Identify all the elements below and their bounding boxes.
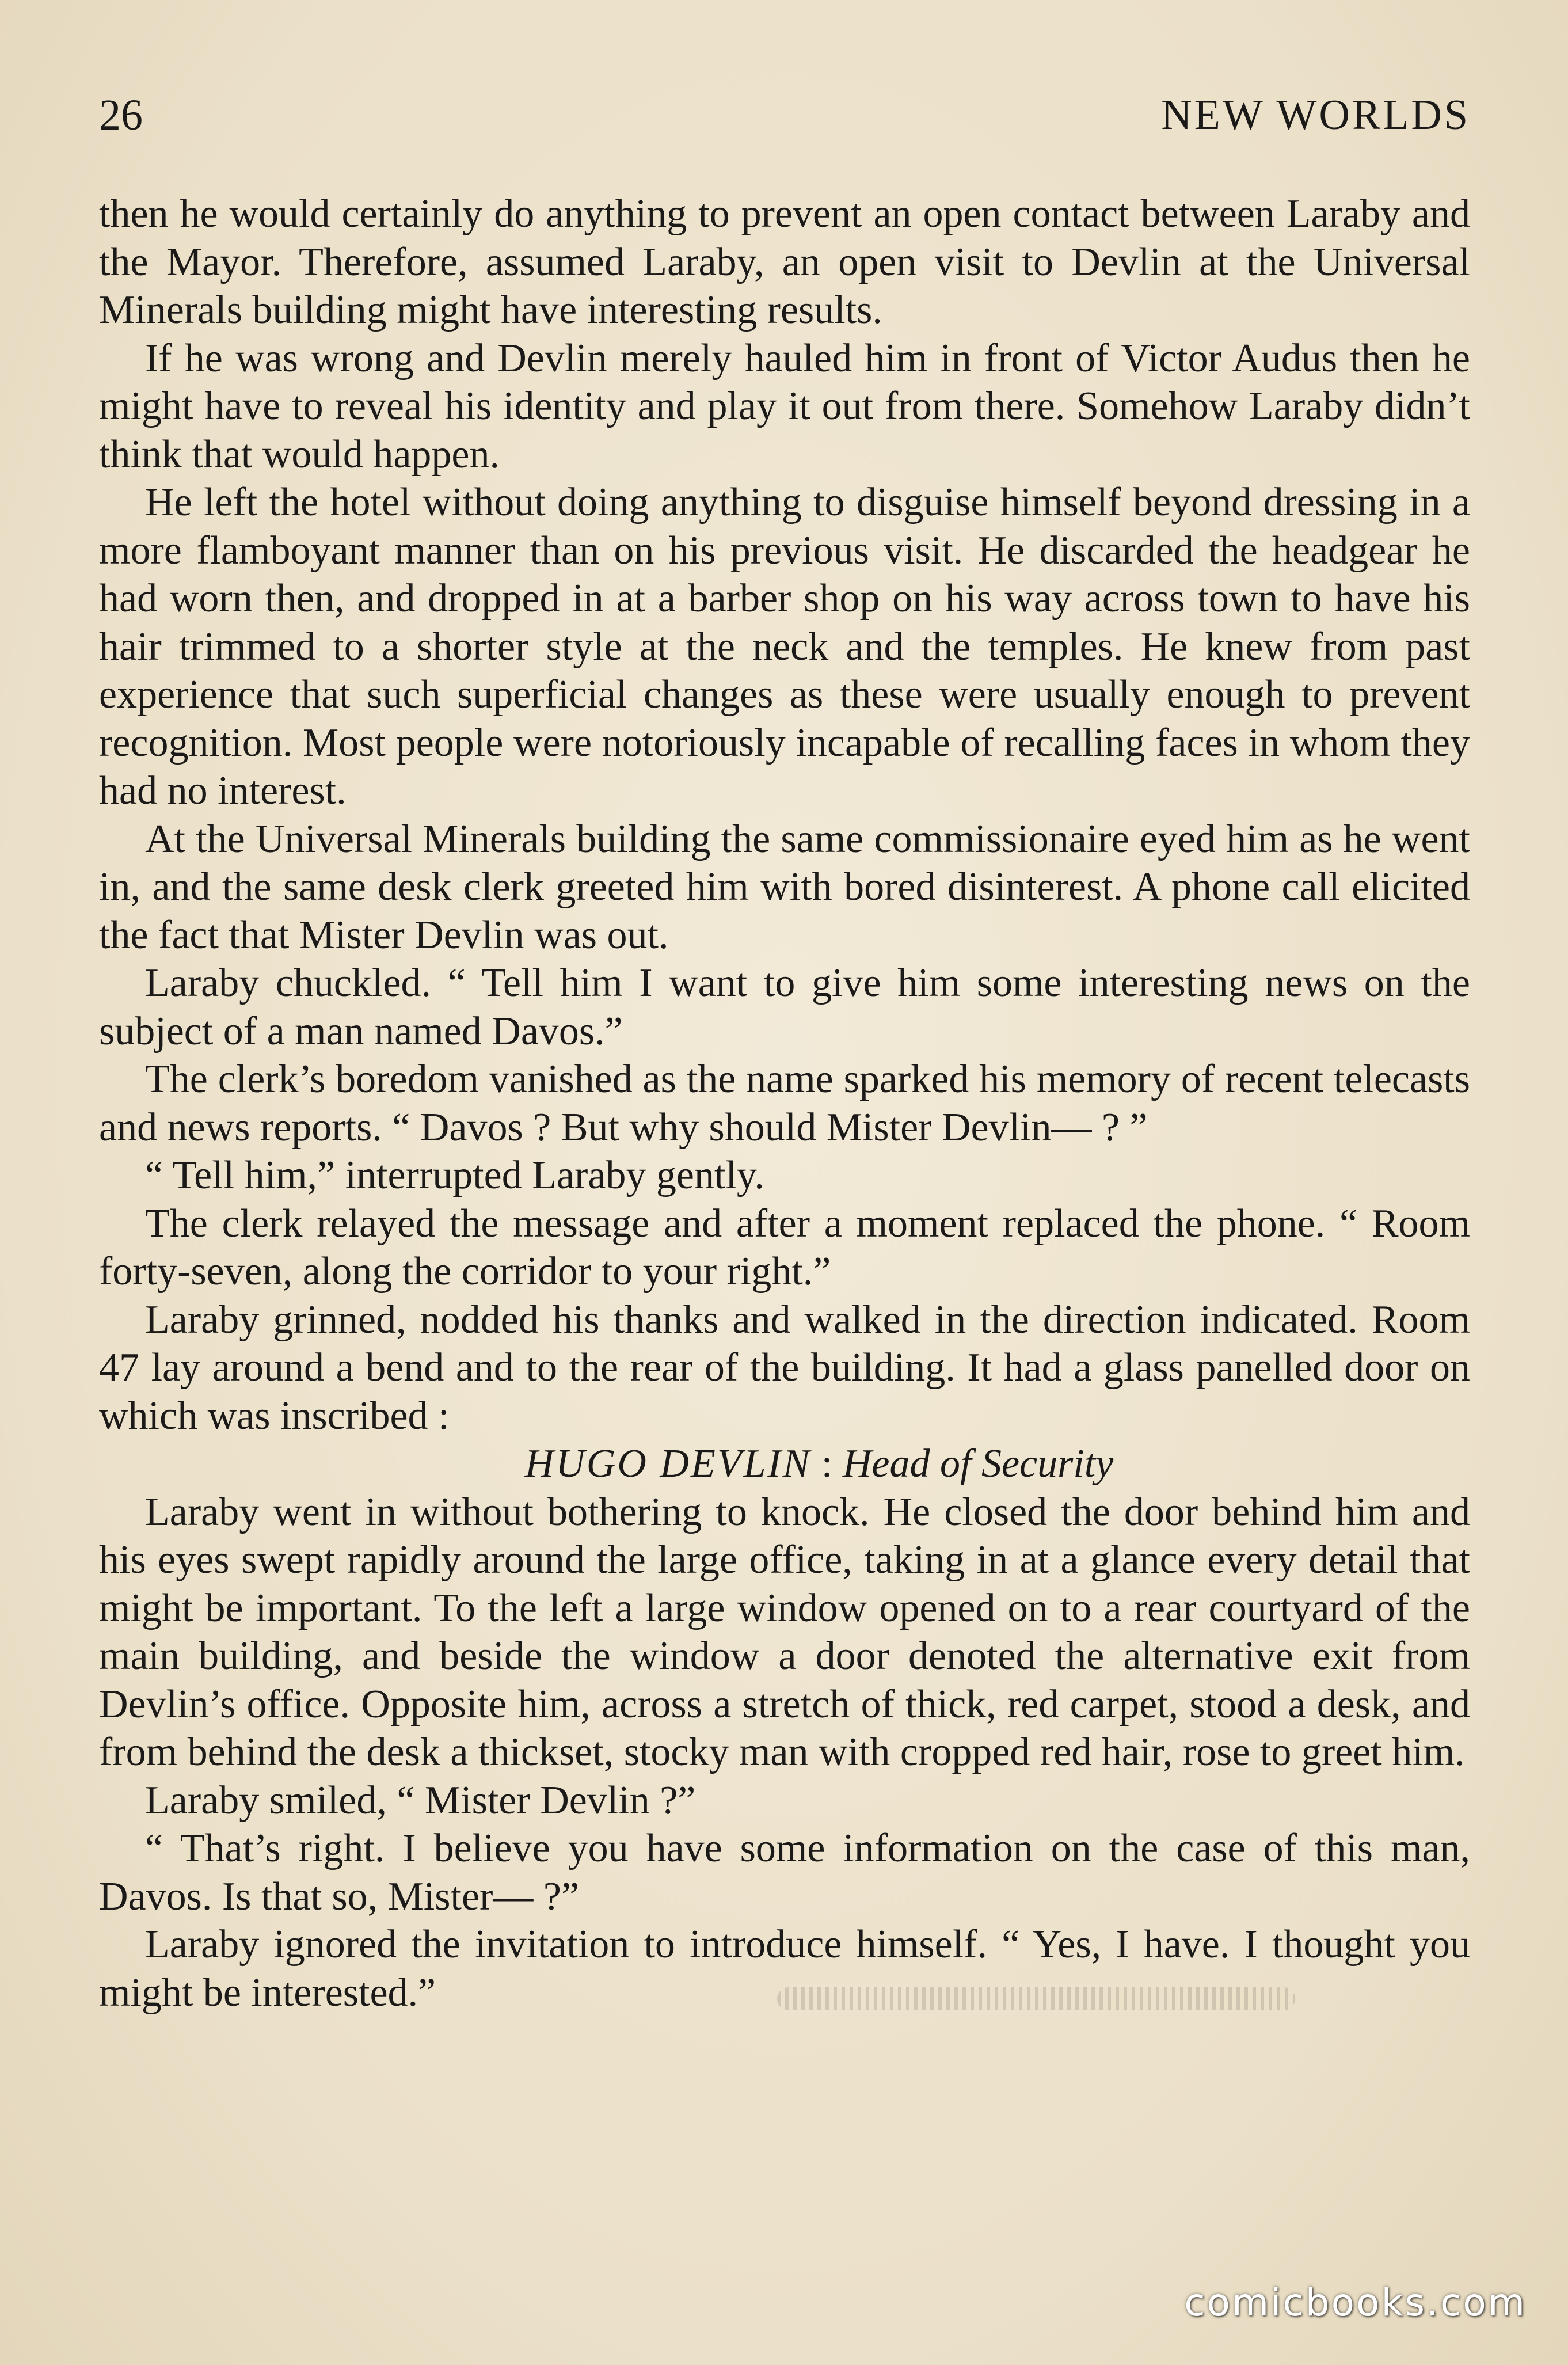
page-header — [99, 86, 1470, 144]
door-inscription — [99, 1440, 1470, 1488]
paragraph: Laraby ignored the invitation to introduce himself. “ Yes, I have. I thought you might be interested.” — [99, 1922, 1470, 2015]
story-text — [99, 190, 1470, 2017]
paragraph: The clerk relayed the message and after a moment replaced the phone. “ Room forty-seven, along the corridor to your right.” — [99, 1201, 1470, 1294]
inscription-separator: : — [811, 1442, 843, 1486]
paragraph: then he would certainly do anything to prevent an open contact between Laraby and the Mayor. Therefore, assumed Laraby, an open visit to Devlin at the Universal Minerals building might have interesting results. — [99, 192, 1470, 332]
print-smudge — [777, 1987, 1295, 2010]
paragraph: Laraby chuckled. “ Tell him I want to give him some interesting news on the subject of a man named Davos.” — [99, 961, 1470, 1054]
page-number: 26 — [99, 91, 143, 139]
paragraph: At the Universal Minerals building the same commissionaire eyed him as he went in, and the same desk clerk greeted him with bored disinterest. A phone call elicited the fact that Mister Devlin was out. — [99, 816, 1470, 957]
paragraph: Laraby went in without bothering to knock. He closed the door behind him and his eyes swept rapidly around the large office, taking in at a glance every detail that might be important. To the left a large window opened on to a rear courtyard of the main building, and beside the window a door denoted the alternative exit from Devlin’s office. Opposite him, across a stretch of thick, red carpet, stood a desk, and from behind the desk a thickset, stocky man with cropped red hair, rose to greet him. — [99, 1489, 1470, 1774]
watermark: comicbooks.com — [1184, 2280, 1527, 2325]
paragraph: The clerk’s boredom vanished as the name sparked his memory of recent telecasts and news reports. “ Davos ? But why should Mister Devlin— ? ” — [99, 1057, 1470, 1150]
inscription-title: Head of Security — [842, 1442, 1114, 1486]
running-head: NEW WORLDS — [1161, 92, 1470, 139]
paragraph: Laraby grinned, nodded his thanks and walked in the direction indicated. Room 47 lay around a bend and to the rear of the building. It had a glass panelled door on which was inscribed : — [99, 1297, 1470, 1438]
paragraph: “ That’s right. I believe you have some information on the case of this man, Davos. Is that so, Mister— ?” — [99, 1826, 1470, 1919]
paragraph: He left the hotel without doing anything to disguise himself beyond dressing in a more flamboyant manner than on his previous visit. He discarded the headgear he had worn then, and dropped in at a barber shop on his way across town to have his hair trimmed to a shorter style at the neck and the temples. He knew from past experience that such superficial changes as these were usually enough to prevent recognition. Most people were notoriously incapable of recalling faces in whom they had no interest. — [99, 480, 1470, 813]
inscription-name: HUGO DEVLIN — [524, 1442, 812, 1486]
paragraph: Laraby smiled, “ Mister Devlin ?” — [145, 1778, 696, 1823]
paragraph: “ Tell him,” interrupted Laraby gently. — [145, 1153, 764, 1197]
paragraph: If he was wrong and Devlin merely hauled him in front of Victor Audus then he might have to reveal his identity and play it out from there. Somehow Laraby didn’t think that would happen. — [99, 336, 1470, 477]
